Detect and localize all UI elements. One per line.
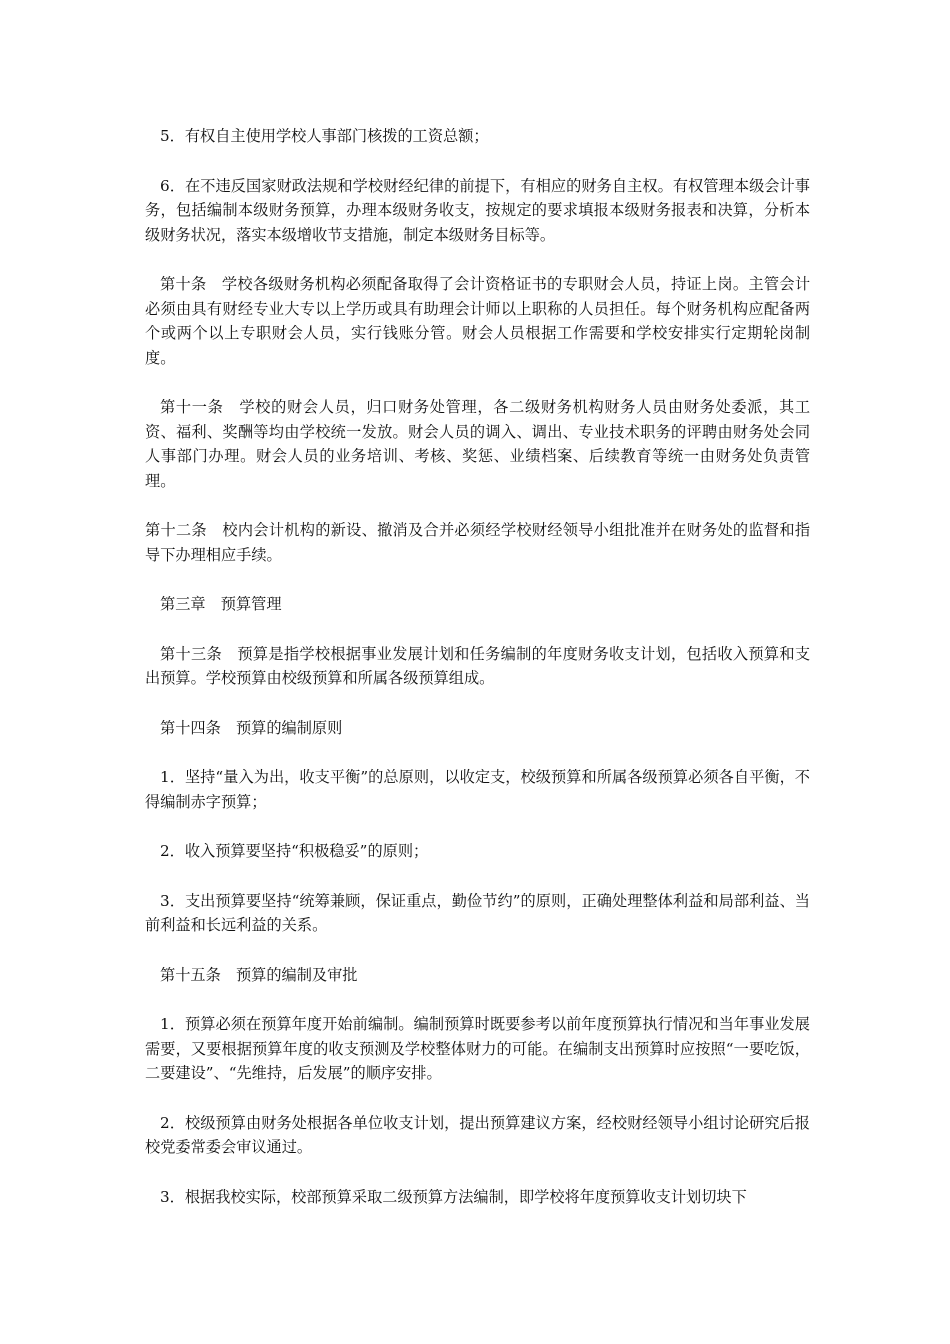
paragraph-article-14: 第十四条 预算的编制原则 bbox=[160, 718, 343, 737]
paragraph-article-15-item-3: 3．根据我校实际，校部预算采取二级预算方法编制，即学校将年度预算收支计划切块下 bbox=[160, 1187, 747, 1206]
paragraph-item-6: 6．在不违反国家财政法规和学校财经纪律的前提下，有相应的财务自主权。有权管理本级会计事务，包括编制本级财务预算，办理本级财务收支，按规定的要求填报本级财务报表和决算，分析本级财务状况，落实本级增收节支措施，制定本级财务目标等。 bbox=[145, 176, 810, 244]
paragraph-article-14-item-3: 3．支出预算要坚持“统筹兼顾，保证重点，勤俭节约”的原则，正确处理整体利益和局部利益、当前利益和长远利益的关系。 bbox=[145, 891, 810, 934]
document-page bbox=[145, 124, 810, 1234]
paragraph-article-14-item-1: 1．坚持“量入为出，收支平衡”的总原则，以收定支，校级预算和所属各级预算必须各自平衡，不得编制赤字预算； bbox=[145, 768, 810, 811]
paragraph-article-15-item-2: 2．校级预算由财务处根据各单位收支计划，提出预算建议方案，经校财经领导小组讨论研究后报校党委常委会审议通过。 bbox=[145, 1113, 810, 1156]
paragraph-item-5: 5．有权自主使用学校人事部门核拨的工资总额； bbox=[160, 127, 489, 145]
paragraph-article-10: 第十条 学校各级财务机构必须配备取得了会计资格证书的专职财会人员，持证上岗。主管会计必须由具有财经专业大专以上学历或具有助理会计师以上职称的人员担任。每个财务机构应配备两个或两个以上专职财会人员，实行钱账分管。财会人员根据工作需要和学校安排实行定期轮岗制度。 bbox=[145, 275, 810, 367]
paragraph-article-12: 第十二条 校内会计机构的新设、撤消及合并必须经学校财经领导小组批准并在财务处的监督和指导下办理相应手续。 bbox=[145, 521, 810, 564]
paragraph-article-11: 第十一条 学校的财会人员，归口财务处管理，各二级财务机构财务人员由财务处委派，其工资、福利、奖酬等均由学校统一发放。财会人员的调入、调出、专业技术职务的评聘由财务处会同人事部门办理。财会人员的业务培训、考核、奖惩、业绩档案、后续教育等统一由财务处负责管理。 bbox=[145, 398, 810, 490]
chapter-3-heading: 第三章 预算管理 bbox=[160, 595, 282, 613]
paragraph-article-13: 第十三条 预算是指学校根据事业发展计划和任务编制的年度财务收支计划，包括收入预算和支出预算。学校预算由校级预算和所属各级预算组成。 bbox=[145, 644, 810, 687]
paragraph-article-15: 第十五条 预算的编制及审批 bbox=[160, 965, 358, 984]
paragraph-article-14-item-2: 2．收入预算要坚持“积极稳妥”的原则； bbox=[160, 842, 429, 860]
paragraph-article-15-item-1: 1．预算必须在预算年度开始前编制。编制预算时既要参考以前年度预算执行情况和当年事业发展需要，又要根据预算年度的收支预测及学校整体财力的可能。在编制支出预算时应按照“一要吃饭，二要建设”、“先维持，后发展”的顺序安排。 bbox=[145, 1015, 810, 1082]
